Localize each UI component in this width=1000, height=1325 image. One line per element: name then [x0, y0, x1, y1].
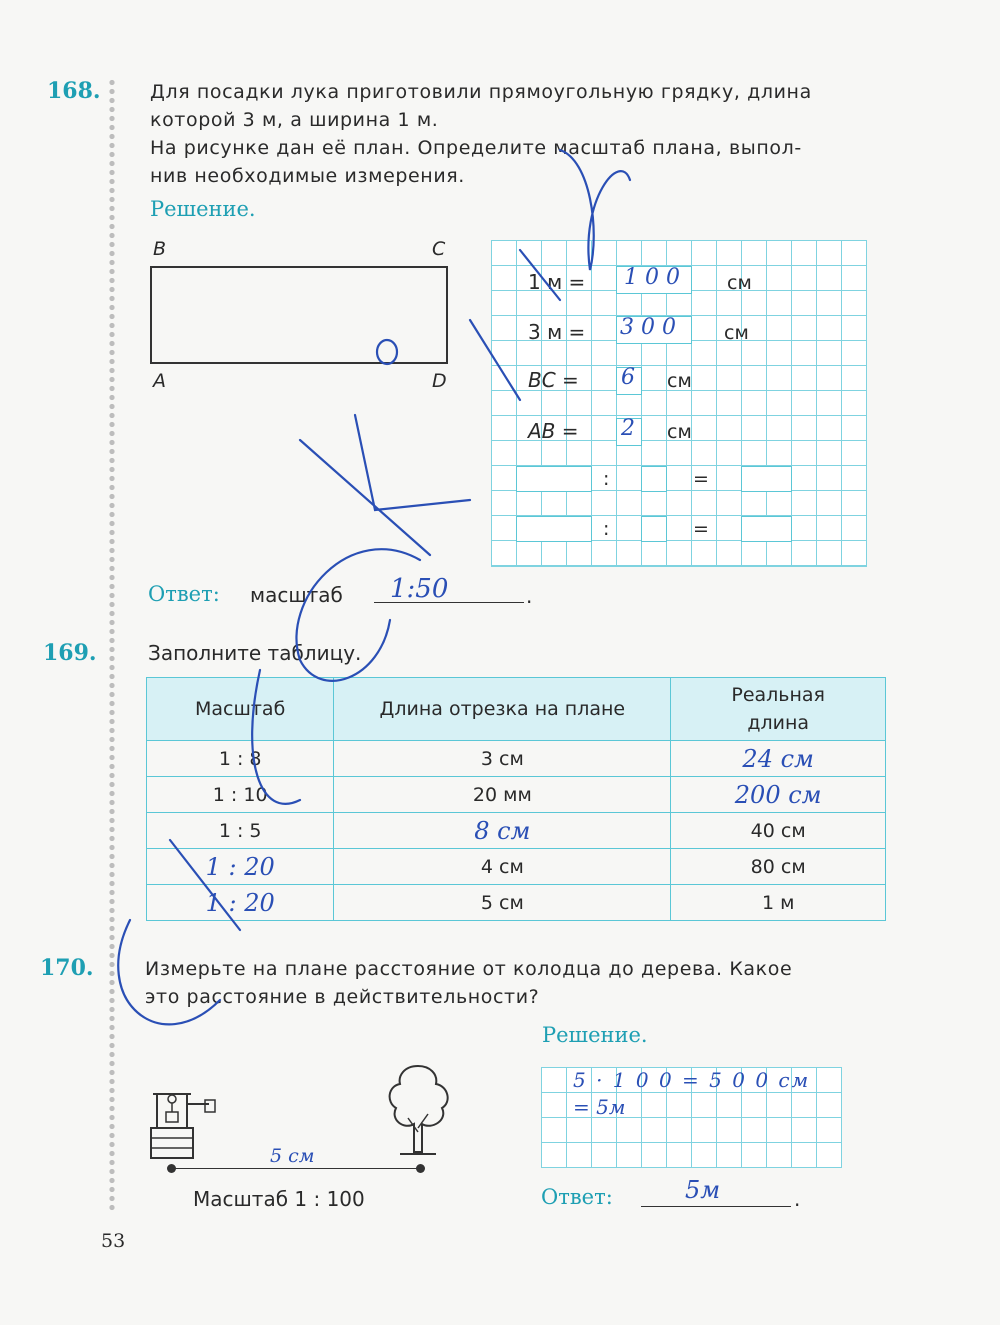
task-168-number: 168. [47, 78, 101, 104]
tree-icon [382, 1062, 454, 1160]
table-row [147, 741, 886, 777]
task-170-answer-label: Ответ: [541, 1185, 613, 1209]
ratio2-equals: = [693, 518, 709, 540]
row2-answer: 3 0 0 [620, 315, 676, 340]
scale-cell: 1 : 10 [147, 777, 334, 813]
task-168-answer-prefix: масштаб [250, 583, 343, 607]
scale-cell: 1 : 5 [147, 813, 334, 849]
header-scale: Масштаб [147, 678, 334, 741]
task-170-answer-value: 5м [685, 1176, 721, 1204]
plan-length-cell: 20 мм [334, 777, 671, 813]
task-168-line-2: которой 3 м, а ширина 1 м. [150, 109, 439, 131]
scale-cell: 1 : 8 [147, 741, 334, 777]
page-number: 53 [101, 1230, 126, 1252]
row2-left: 3 м = [528, 320, 586, 344]
ratio1-left-box [516, 466, 592, 492]
ratio1-equals: = [693, 468, 709, 490]
measure-point-tree [416, 1164, 425, 1173]
real-length-cell: 200 см [671, 777, 886, 813]
map-scale-label: Масштаб 1 : 100 [193, 1187, 365, 1211]
row3-answer: 6 [621, 365, 635, 390]
table-row [147, 885, 886, 921]
header-real-length: Реальная длина [671, 678, 886, 741]
vertex-d-label: D [432, 370, 447, 392]
plan-length-cell: 4 см [334, 849, 671, 885]
task-170-solution-label: Решение. [542, 1023, 648, 1047]
vertex-a-label: A [153, 370, 166, 392]
plan-length-cell: 5 см [334, 885, 671, 921]
task-170-answer-line [641, 1206, 791, 1207]
ratio1-colon: : [603, 468, 610, 490]
task-170-number: 170. [40, 955, 94, 981]
ratio1-result-box [741, 466, 792, 492]
row1-answer: 1 0 0 [624, 265, 680, 290]
table-row [147, 813, 886, 849]
vertex-b-label: B [153, 238, 167, 260]
row4-left: AB = [528, 419, 579, 443]
real-length-cell: 40 см [671, 813, 886, 849]
ratio2-result-box [741, 516, 792, 542]
table-row [147, 849, 886, 885]
real-length-cell: 80 см [671, 849, 886, 885]
ratio1-right-box [641, 466, 667, 492]
task-170-solution-line-1: 5 · 1 0 0 = 5 0 0 см [573, 1068, 811, 1092]
header-plan-length: Длина отрезка на плане [334, 678, 671, 741]
scale-cell: 1 : 20 [147, 885, 334, 921]
binding-dots [108, 78, 116, 1213]
plan-length-cell: 8 см [334, 813, 671, 849]
task-170-text [145, 955, 895, 1011]
plan-length-cell: 3 см [334, 741, 671, 777]
row2-unit: см [724, 322, 749, 344]
garden-bed-plan-rectangle [150, 266, 448, 364]
real-length-cell: 24 см [671, 741, 886, 777]
task-170-answer-dot: . [794, 1187, 801, 1211]
real-length-cell: 1 м [671, 885, 886, 921]
task-170-solution-line-2: = 5м [573, 1095, 626, 1119]
row4-answer: 2 [621, 416, 635, 441]
scribble-stroke-3 [355, 415, 470, 510]
row4-unit: см [667, 421, 692, 443]
measure-line [171, 1168, 421, 1169]
task-168-text [150, 78, 895, 190]
task-168-line-3: На рисунке дан её план. Определите масштаб плана, выпол- [150, 137, 802, 159]
measure-point-well [167, 1164, 176, 1173]
ratio2-right-box [641, 516, 667, 542]
scribble-stroke-4 [300, 440, 430, 555]
task-168-answer-label: Ответ: [148, 582, 220, 606]
task-169-number: 169. [43, 640, 97, 666]
row1-left: 1 м = [528, 270, 586, 294]
task-169-text: Заполните таблицу. [148, 641, 362, 665]
task-168-solution-label: Решение. [150, 197, 256, 221]
task-170-line-1: Измерьте на плане расстояние от колодца до дерева. Какое [145, 958, 793, 980]
measure-label: 5 см [270, 1145, 315, 1167]
task-168-line-4: нив необходимые измерения. [150, 165, 465, 187]
scale-table [146, 677, 886, 921]
ratio2-colon: : [603, 518, 610, 540]
task-168-answer-value: 1:50 [390, 574, 449, 604]
row3-unit: см [667, 370, 692, 392]
ratio2-left-box [516, 516, 592, 542]
task-168-answer-dot: . [526, 584, 533, 608]
task-168-line-1: Для посадки лука приготовили прямоугольную грядку, длина [150, 81, 812, 103]
scale-cell: 1 : 20 [147, 849, 334, 885]
well-icon [143, 1082, 223, 1162]
task-170-line-2: это расстояние в действительности? [145, 986, 540, 1008]
row3-left: BC = [528, 368, 579, 392]
vertex-c-label: C [432, 238, 446, 260]
table-row [147, 777, 886, 813]
row1-unit: см [727, 272, 752, 294]
